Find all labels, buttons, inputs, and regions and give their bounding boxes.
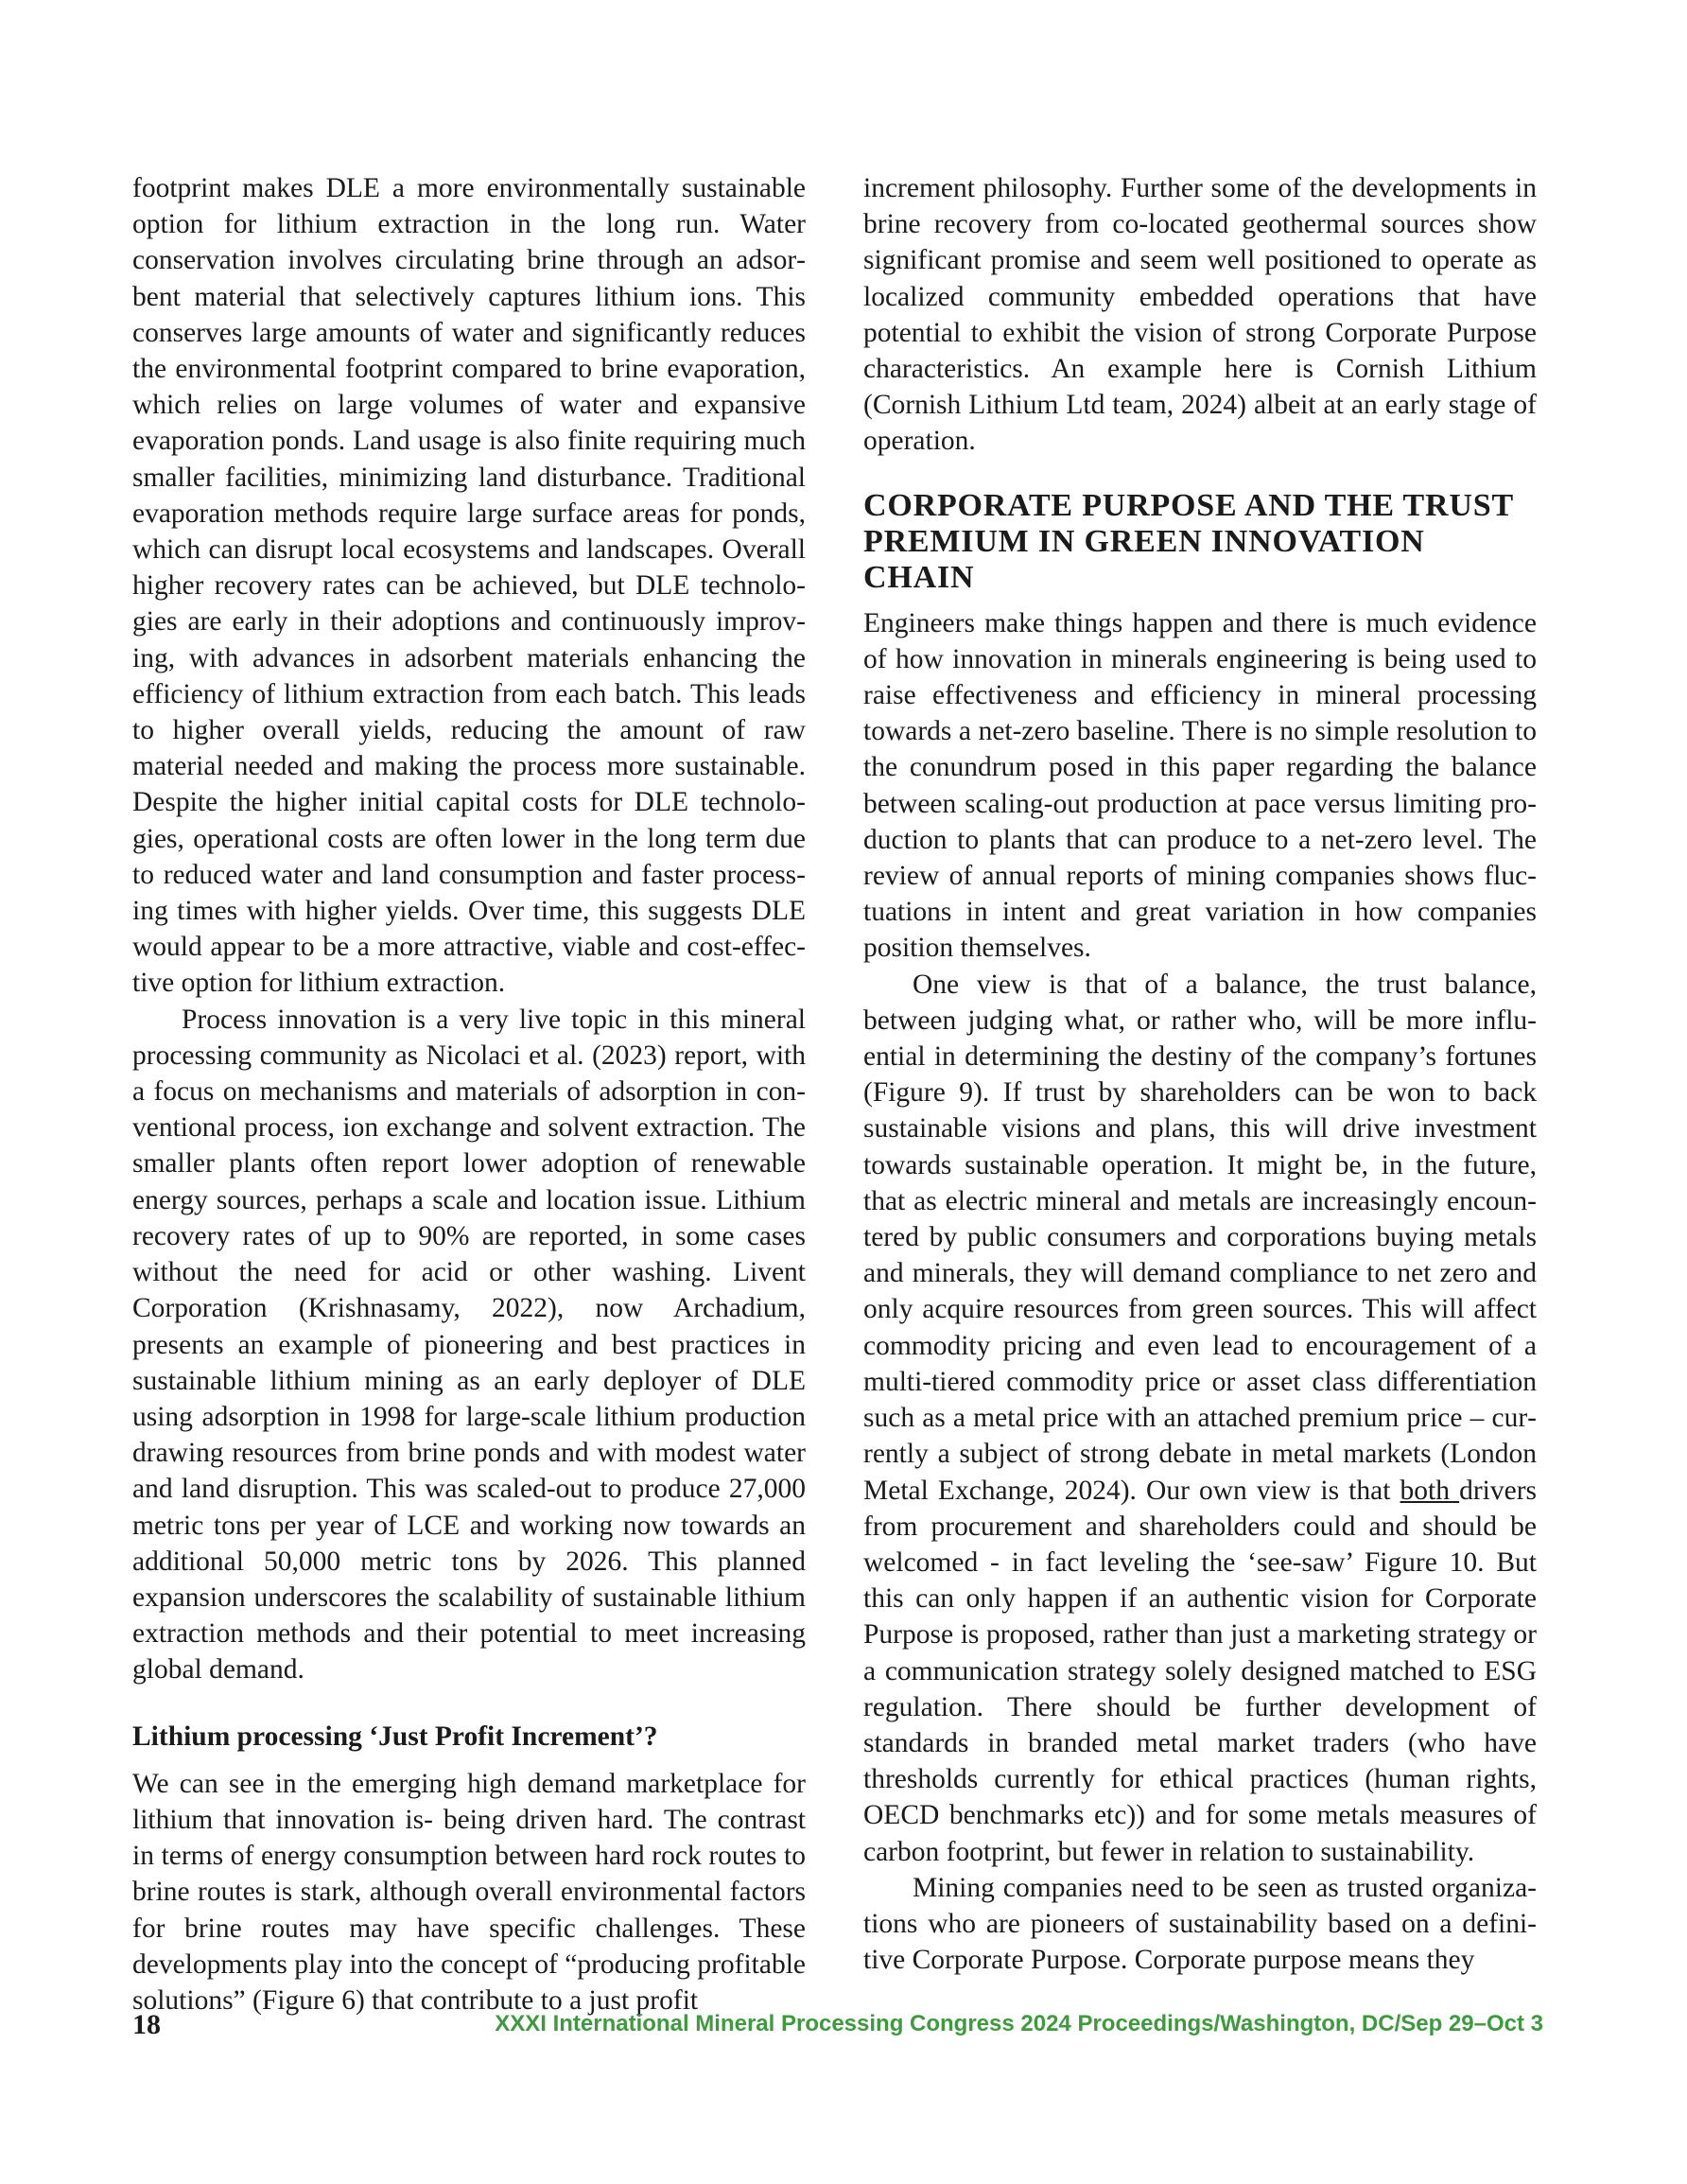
body-paragraph: footprint makes DLE a more environmentally sustainable option for lithium extraction in the long run. Water conservation involves circulating brine through an adsorbent material that selectively captures lithium ions. This conserves large amounts of water and significantly reduces the environmental footprint compared to brine evaporation, which relies on large volumes of water and expansive evaporation ponds. Land usage is also finite requiring much smaller facilities, minimizing land disturbance. Traditional evaporation methods require large surface areas for ponds, which can disrupt local ecosystems and landscapes. Overall higher recovery rates can be achieved, but DLE technologies are early in their adoptions and continuously improving, with advances in adsorbent materials enhancing the efficiency of lithium extraction from each batch. This leads to higher overall yields, reducing the amount of raw material needed and making the process more sustainable. Despite the higher initial capital costs for DLE technologies, operational costs are often lower in the long term due to reduced water and land consumption and faster processing times with higher yields. Over time, this suggests DLE would appear to be a more attractive, viable and cost-effective option for lithium extraction.	[132, 173, 806, 999]
section-heading: CORPORATE PURPOSE AND THE TRUST PREMIUM IN GREEN INNOVATION CHAIN	[863, 487, 1514, 595]
body-paragraph: Process innovation is a very live topic in this mineral processing community as Nicolaci et al. (2023) report, with a focus on mechanisms and materials of adsorption in conventional process, ion exchange and solvent extraction. The smaller plants often report lower adoption of renewable energy sources, perhaps a scale and location issue. Lithium recovery rates of up to 90% are reported, in some cases without the need for acid or other washing. Livent Corporation (Krishnasamy, 2022), now Archadium, presents an example of pioneering and best practices in sustainable lithium mining as an early deployer of DLE using adsorption in 1998 for large-scale lithium production drawing resources from brine ponds and with modest water and land disruption. This was scaled-out to produce 27,000 metric tons per year of LCE and working now towards an additional 50,000 metric tons by 2026. This planned expansion underscores the scalability of sustainable lithium extraction methods and their potential to meet increasing global demand.	[132, 1004, 806, 1686]
right-column	[863, 170, 1537, 1978]
paragraph-text: One view is that of a balance, the trust balance, between judging what, or rather who, will be more influential in determining the destiny of the company’s fortunes (Figure 9). If trust by shareholders can be won to back sustainable visions and plans, this will drive investment towards sustainable operation. It might be, in the future, that as electric mineral and metals are increasingly encountered by public consumers and corporations buying metals and minerals, they will demand compliance to net zero and only acquire resources from green sources. This will affect commodity pricing and even lead to encouragement of a multi-tiered commodity price or asset class differentiation such as a metal price with an attached premium price – currently a subject of strong debate in metal markets (London Metal Exchange, 2024). Our own view is that	[863, 969, 1537, 1506]
body-paragraph: Mining companies need to be seen as trusted organizations who are pioneers of sustainability based on a definitive Corporate Purpose. Corporate purpose means they	[863, 1872, 1537, 1976]
underlined-text: both	[1400, 1475, 1460, 1506]
body-paragraph: increment philosophy. Further some of the developments in brine recovery from co-located geothermal sources show significant promise and seem well positioned to operate as localized community embedded operations that have potential to exhibit the vision of strong Corporate Purpose characteristics. An example here is Cornish Lithium (Cornish Lithium Ltd team, 2024) albeit at an early stage of operation.	[863, 173, 1537, 457]
running-footer-title: XXXI International Mineral Processing Congress 2024 Proceedings/Washington, DC/Sep 29–Oct 3	[495, 2011, 1543, 2036]
body-paragraph: Engineers make things happen and there is much evidence of how innovation in minerals engineering is being used to raise effectiveness and efficiency in mineral processing towards a net-zero baseline. There is no simple resolution to the conundrum posed in this paper regarding the balance between scaling-out production at pace versus limiting production to plants that can produce to a net-zero level. The review of annual reports of mining companies shows fluctuations in intent and great variation in how companies position themselves.	[863, 607, 1537, 964]
page-footer	[132, 2009, 1543, 2047]
body-paragraph: We can see in the emerging high demand marketplace for lithium that innovation is- being driven hard. The contrast in terms of energy consumption between hard rock routes to brine routes is stark, although overall environmental factors for brine routes may have specific challenges. These developments play into the concept of “producing profitable solutions” (Figure 6) that contribute to a just profit	[132, 1768, 806, 2016]
page-number: 18	[132, 2009, 161, 2040]
paragraph-text: drivers from procurement and shareholders could and should be welcomed - in fact leveling the ‘see-saw’ Figure 10. But this can only happen if an authentic vision for Corporate Purpose is proposed, rather than just a marketing strategy or a communication strategy solely designed matched to ESG regulation. There should be further development of standards in branded metal market traders (who have thresholds currently for ethical practices (human rights, OECD benchmarks etc)) and for some metals measures of carbon footprint, but fewer in relation to sustainability.	[863, 1475, 1537, 1867]
left-column	[132, 170, 806, 2018]
body-paragraph	[863, 967, 1537, 1870]
subheading: Lithium processing ‘Just Profit Increment’?	[132, 1721, 658, 1752]
